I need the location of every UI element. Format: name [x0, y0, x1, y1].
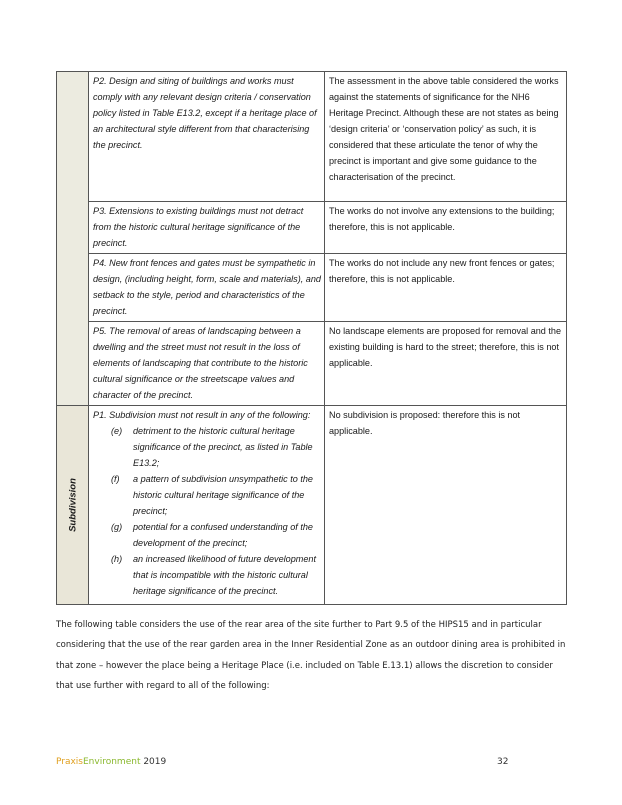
subdivision-side-label: Subdivision — [67, 477, 79, 532]
list-item-text: potential for a confused understanding of the development of the precinct; — [133, 522, 313, 548]
list-item-text: an increased likelihood of future development that is incompatible with the historic cultural heritage significance of the precinct. — [133, 554, 317, 596]
criterion-cell — [89, 202, 325, 254]
list-item-label: (g) — [111, 522, 123, 532]
list-item — [93, 551, 321, 599]
list-item-label: (h) — [111, 554, 123, 564]
brand-name-part-2: Environment — [83, 757, 141, 767]
criterion-cell — [89, 322, 325, 406]
response-text: The works do not involve any extensions to the building; therefore, this is not applicable. — [329, 206, 555, 232]
criterion-text: P5. The removal of areas of landscaping between a dwelling and the street must not result in the loss of elements of landscaping that contribute to the historic cultural significance or the streetscape values and character of the precinct. — [93, 326, 308, 400]
criterion-text: P2. Design and siting of buildings and works must comply with any relevant design criteria / conservation policy listed in Table E13.2, except if a heritage place of an architectural style different from that characterising the precinct. — [93, 76, 317, 150]
table-row — [57, 202, 567, 254]
footer-brand — [56, 757, 166, 767]
criterion-intro: P1. Subdivision must not result in any of the following: — [93, 410, 311, 420]
list-item — [93, 471, 321, 519]
response-cell — [325, 406, 567, 605]
criterion-cell — [89, 72, 325, 202]
response-text: The assessment in the above table considered the works against the statements of significance for the NH6 Heritage Precinct. Although these are not states as being ‘design criteria’ or ‘conservation policy’ as such, it is considered that these articulate the tenor of why the precinct is important and give some guidance to the characterisation of the precinct. — [329, 76, 559, 182]
list-item-label: (e) — [111, 426, 123, 436]
side-label-cell-empty — [57, 72, 89, 406]
list-item — [93, 519, 321, 551]
response-cell — [325, 254, 567, 322]
criterion-text: P4. New front fences and gates must be sympathetic in design, (including height, form, scale and materials), and setback to the style, period and characteristics of the precinct. — [93, 258, 321, 316]
table-row — [57, 254, 567, 322]
response-text: The works do not include any new front fences or gates; therefore, this is not applicable. — [329, 258, 555, 284]
response-text: No landscape elements are proposed for removal and the existing building is hard to the street; therefore, this is not applicable. — [329, 326, 562, 368]
list-item — [93, 423, 321, 471]
body-paragraph: The following table considers the use of the rear area of the site further to Part 9.5 of the HIPS15 and in particular considering that the use of the rear garden area in the Inner Residential Zone as an outdoor dining area is prohibited in that zone – however the place being a Heritage Place (i.e. included on Table E.13.1) allows the discretion to consider that use further with regard to all of the following: — [56, 619, 566, 691]
list-item-label: (f) — [111, 474, 120, 484]
response-cell — [325, 202, 567, 254]
page-number: 32 — [497, 757, 509, 767]
subdivision-list — [93, 423, 321, 599]
table-row-subdivision — [57, 406, 567, 605]
side-label-cell — [57, 406, 89, 605]
response-text: No subdivision is proposed: therefore this is not applicable. — [329, 410, 521, 436]
table-row — [57, 322, 567, 406]
response-cell — [325, 322, 567, 406]
list-item-text: detriment to the historic cultural heritage significance of the precinct, as listed in Table E13.2; — [133, 426, 313, 468]
table-row — [57, 72, 567, 202]
heritage-criteria-table — [56, 71, 567, 605]
list-item-text: a pattern of subdivision unsympathetic to the historic cultural heritage significance of the precinct; — [133, 474, 313, 516]
criterion-cell — [89, 254, 325, 322]
brand-name-part-1: Praxis — [56, 757, 83, 767]
criterion-text: P3. Extensions to existing buildings must not detract from the historic cultural heritage significance of the precinct. — [93, 206, 304, 248]
response-cell — [325, 72, 567, 202]
criterion-cell — [89, 406, 325, 605]
footer-year: 2019 — [140, 757, 167, 767]
